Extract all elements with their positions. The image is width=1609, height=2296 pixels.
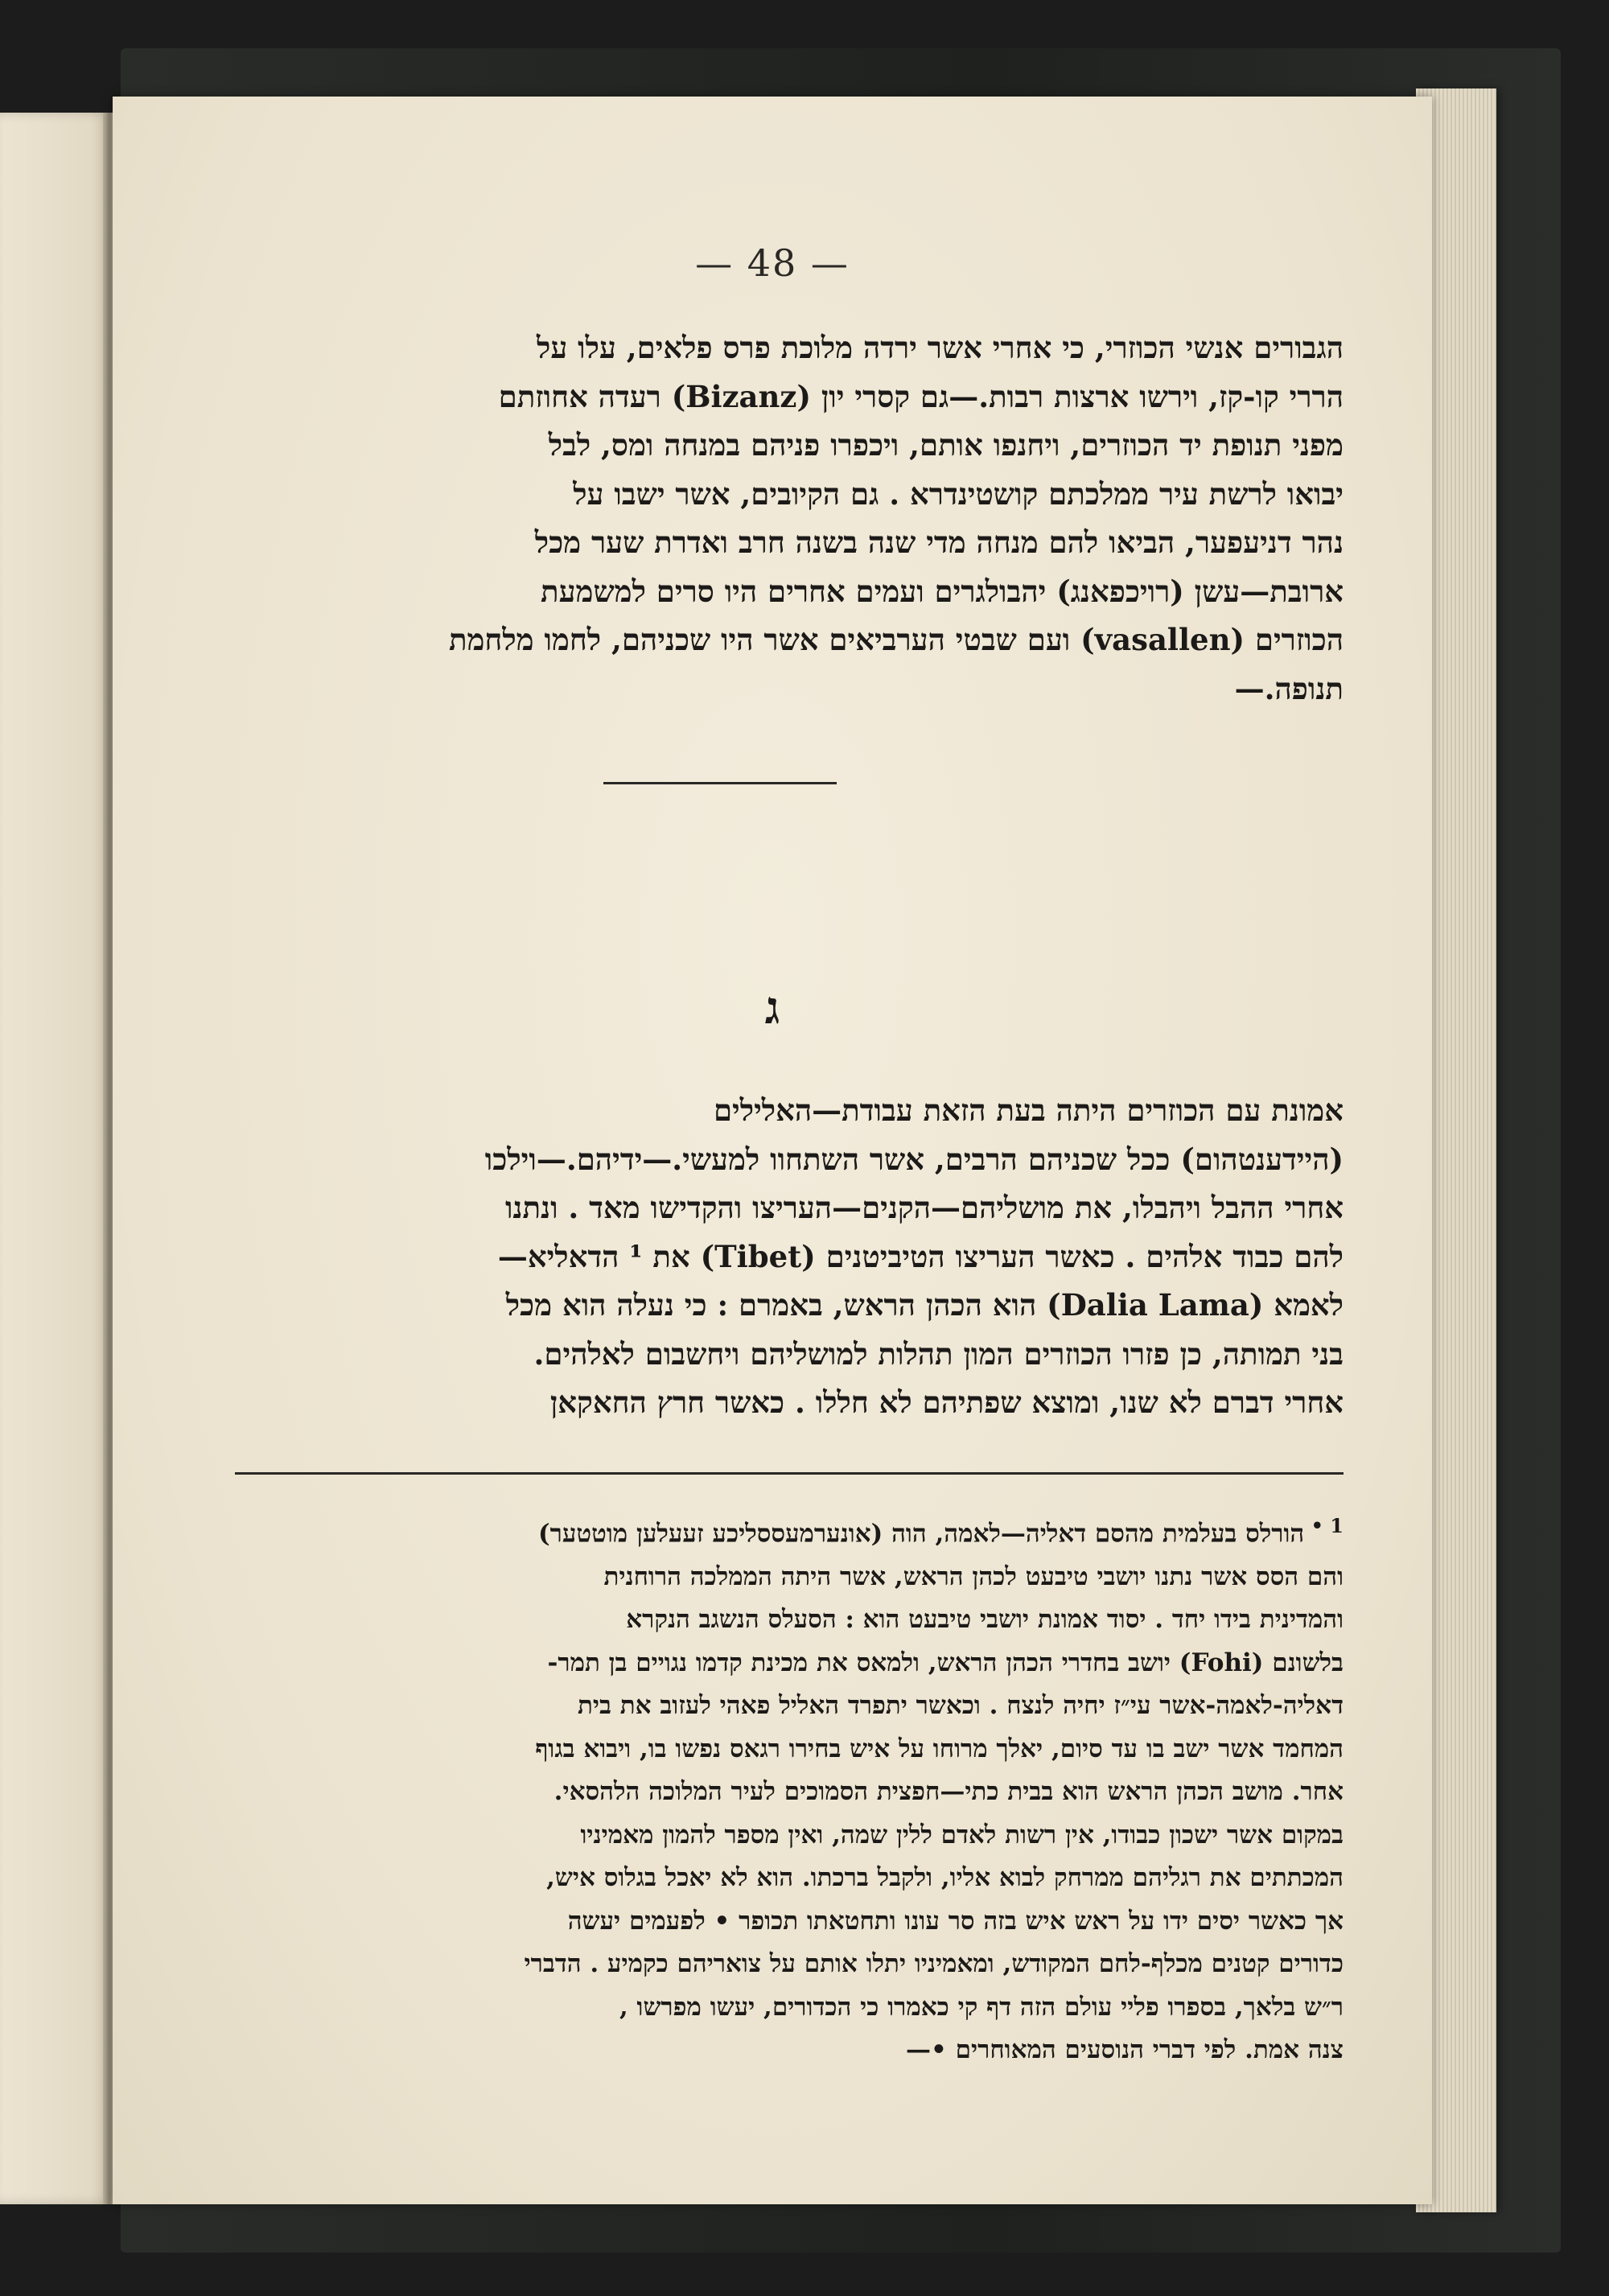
- paragraph-2-line: אמונת עם הכוזרים היתה בעת הזאת עבודת—האלילים: [713, 1092, 1344, 1128]
- footnote-line: [225, 1900, 1344, 1944]
- footnote-line: [225, 1943, 1344, 1986]
- footnote-text: במקום אשר ישכון כבודו, אין רשות לאדם ללין שמה, ואין מספר להמון מאמיניו: [580, 1820, 1344, 1850]
- book-page: [113, 97, 1432, 2204]
- paragraph-2: [225, 1086, 1344, 1427]
- footnote-text: והמדינית בידו יחד . יסוד אמונת יושבי טיבעט הוא : הסעלס הנשגב הנקרא: [626, 1605, 1344, 1635]
- footnote-marker: 1 •: [1304, 1514, 1344, 1537]
- page-number: — 48 —: [695, 241, 850, 285]
- paragraph-2-line: (היידענטהום) ככל שכניהם הרבים, אשר השתחוו למעשי.—ידיהם.—וילכו: [484, 1141, 1344, 1177]
- footnote-line: [225, 1814, 1344, 1858]
- footnote-text: כדורים קטנים מכלף-לחם המקודש, ומאמיניו יתלו אותם על צואריהם כקמיע . הדברי: [524, 1949, 1344, 1979]
- footnote-line: [225, 2029, 1344, 2072]
- left-page-edge: [0, 113, 113, 2204]
- footnote-text: ר״ש בלאך, בספרו פליי עולם הזה דף קי כאמרו כי הכדורים, יעשו מפרשו ,: [619, 1992, 1344, 2022]
- footnote-text: אך כאשר יסים ידו על ראש איש בזה סר עונו ותחטאתו תכופר • לפעמים יעשה: [567, 1906, 1344, 1936]
- paragraph-1-line: הכוזרים (vasallen) ועם שבטי הערביאים אשר היו שכניהם, לחמו מלחמת: [448, 622, 1344, 657]
- footnote-line: [225, 1728, 1344, 1771]
- footnote-text: המחמד אשר ישב בו עד סיום, יאלך מרוחו על איש בחירו רגאס נפשו בו, ויבוא בגוף: [535, 1734, 1344, 1763]
- footnote-text: דאליה-לאמה-אשר עי״ז יחיה לנצח . וכאשר יתפרד האליל פאהי לעזוב את בית: [577, 1691, 1344, 1721]
- paragraph-2-line: אחרי דברם לא שנו, ומוצא שפתיהם לא חללו . כאשר חרץ החאקאן: [549, 1385, 1344, 1420]
- footnote-line: [225, 1857, 1344, 1900]
- footnote-text: צנה אמת. לפי דברי הנוסעים המאוחרים •—: [906, 2035, 1344, 2065]
- footnote-line: [225, 1556, 1344, 1599]
- paragraph-1-line: הגבורים אנשי הכוזרי, כי אחרי אשר ירדה מלוכת פרס פלאים, עלו על: [537, 330, 1344, 365]
- footnote-line: [225, 1599, 1344, 1642]
- footnote-text: הורלס בעלמית מהסם דאליה—לאמה, הוה (אונערמעססליכע זעעלען מוטטער): [537, 1519, 1305, 1549]
- footnote-text: בלשונם (Fohi) יושב בחדרי הכהן הראש, ולמאס את מכינת קדמו נגויים בן תמר-: [547, 1648, 1344, 1677]
- section-divider: [603, 782, 837, 784]
- paragraph-2-line: אחרי ההבל ויהבלו, את מושליהם—הקנים—העריצו והקדישו מאד . ונתנו: [504, 1190, 1344, 1225]
- section-letter: ג: [764, 981, 780, 1035]
- paragraph-1-line: ארובת—עשן (רויכפאנג) יהבולגרים ועמים אחרים היו סרים למשמעת: [541, 573, 1344, 609]
- paragraph-1-line: הררי קו-קז, וירשו ארצות רבות.—גם קסרי יון (Bizanz) רעדה אחוזתם: [498, 378, 1344, 414]
- footnote: [225, 1504, 1344, 2072]
- paragraph-2-line: בני תמותה, כן פזרו הכוזרים המון תהלות למושליהם ויחשבום לאלהים.: [533, 1335, 1344, 1372]
- paragraph-1-line: יבואו לרשת עיר ממלכתם קושטינדרא . גם הקיובים, אשר ישבו על: [573, 475, 1344, 512]
- footnote-text: המכתתים את רגליהם ממרחק לבוא אליו, ולקבל ברכתו. הוא לא יאכל בגלוס איש,: [546, 1863, 1344, 1893]
- footnote-line: [225, 1642, 1344, 1685]
- paragraph-1-line: נהר דניעפער, הביאו להם מנחה מדי שנה בשנה חרב ואדרת שער מכל: [534, 525, 1344, 560]
- footnote-rule: [235, 1472, 1344, 1475]
- footnote-line: [225, 1504, 1344, 1556]
- footnote-line: [225, 1771, 1344, 1814]
- paragraph-2-line: לאמא (Dalia Lama) הוא הכהן הראש, באמרם : כי נעלה הוא מכל: [505, 1287, 1344, 1323]
- paragraph-1: [225, 323, 1344, 713]
- footnote-line: [225, 1986, 1344, 2030]
- paragraph-2-line: להם כבוד אלהים . כאשר העריצו הטיביטנים (Tibet) את ¹ הדאליא—: [497, 1238, 1344, 1274]
- footnote-line: [225, 1685, 1344, 1728]
- footnote-text: אחר. מושב הכהן הראש הוא בבית כתי—חפצית הסמוכים לעיר המלוכה הלהסאי.: [553, 1777, 1344, 1807]
- footnote-text: והם הסס אשר נתנו יושבי טיבעט לכהן הראש, אשר היתה הממלכה הרוחנית: [603, 1562, 1344, 1591]
- paragraph-1-line: תנופה.—: [1234, 670, 1344, 706]
- paragraph-1-line: מפני תנופת יד הכוזרים, ויחנפו אותם, ויכפרו פניהם במנחה ומס, לבל: [548, 427, 1344, 463]
